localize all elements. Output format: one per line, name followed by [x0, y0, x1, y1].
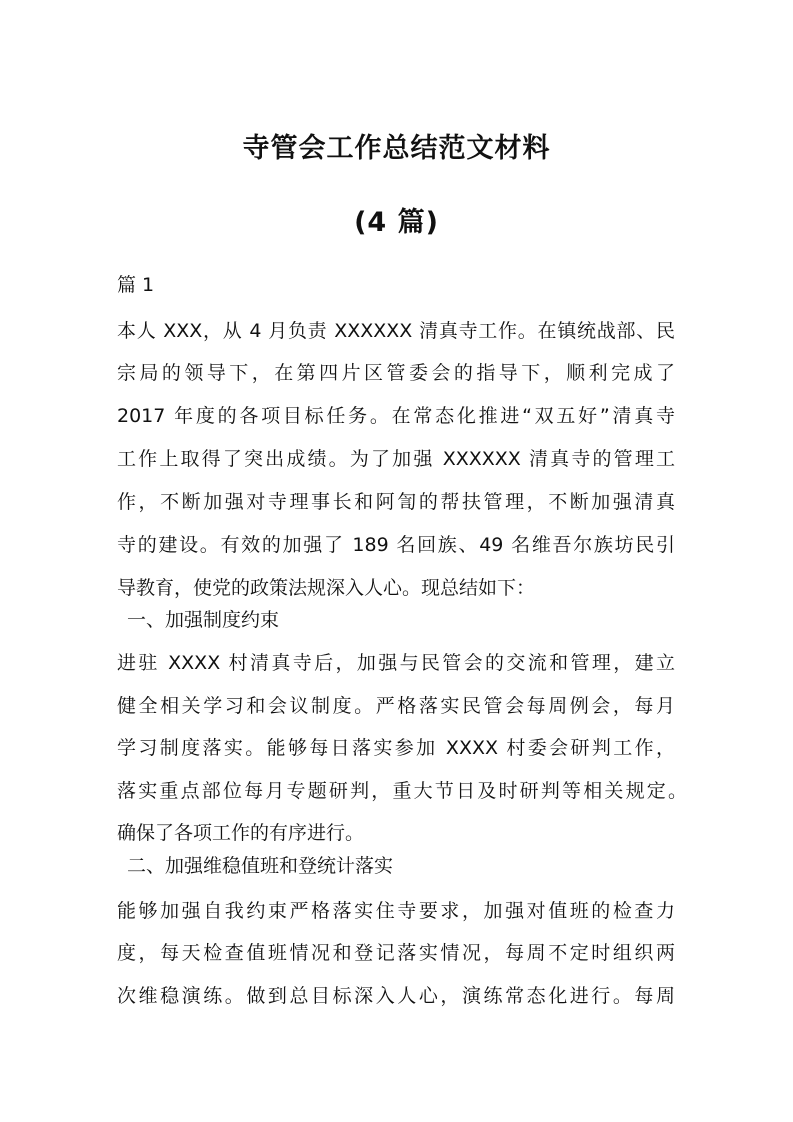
paragraph-line: 寺的建设。有效的加强了 189 名回族、49 名维吾尔族坊民引: [117, 534, 675, 556]
document-subtitle: (4 篇): [354, 207, 439, 238]
paragraph-line: 健全相关学习和会议制度。严格落实民管会每周例会，每月: [117, 695, 675, 717]
document-title: 寺管会工作总结范文材料: [242, 133, 551, 164]
paragraph-line: 导教育，使党的政策法规深入人心。现总结如下：: [117, 577, 536, 599]
paragraph-line: 确保了各项工作的有序进行。: [117, 822, 365, 844]
paragraph-line: 能够加强自我约束严格落实住寺要求，加强对值班的检查力: [117, 900, 675, 922]
paragraph-line: 度，每天检查值班情况和登记落实情况，每周不定时组织两: [117, 942, 675, 964]
paragraph-line: 作，不断加强对寺理事长和阿訇的帮扶管理，不断加强清真: [117, 491, 675, 513]
paragraph-line: 篇 1: [117, 274, 155, 296]
paragraph-line: 本人 XXX，从 4 月负责 XXXXXX 清真寺工作。在镇统战部、民: [117, 320, 675, 342]
paragraph-line: 次维稳演练。做到总目标深入人心，演练常态化进行。每周: [117, 985, 675, 1007]
section-heading: 一、加强制度约束: [127, 609, 280, 631]
paragraph-line: 进驻 XXXX 村清真寺后，加强与民管会的交流和管理，建立: [117, 652, 675, 674]
paragraph-line: 工作上取得了突出成绩。为了加强 XXXXXX 清真寺的管理工: [117, 448, 675, 470]
paragraph-line: 2017 年度的各项目标任务。在常态化推进“双五好”清真寺: [117, 405, 675, 427]
paragraph-line: 学习制度落实。能够每日落实参加 XXXX 村委会研判工作，: [117, 737, 675, 759]
paragraph-line: 宗局的领导下，在第四片区管委会的指导下，顺利完成了: [117, 362, 675, 384]
paragraph-line: 落实重点部位每月专题研判，重大节日及时研判等相关规定。: [117, 780, 687, 802]
section-heading: 二、加强维稳值班和登统计落实: [127, 855, 394, 877]
